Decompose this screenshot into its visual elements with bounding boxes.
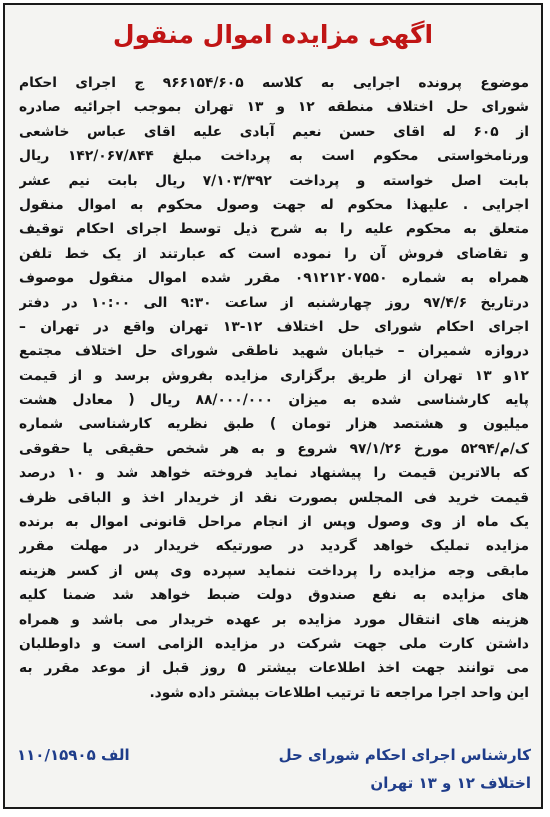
body-line: همراه به شماره ۰۹۱۲۱۲۰۷۵۵۰ مقرر شده اموال منقول موصوف	[19, 270, 529, 287]
ad-frame	[3, 3, 543, 809]
body-line: دروازه شمیران – خیابان شهید ناطقی شورای حل اختلاف مجتمع	[19, 343, 529, 360]
reference-number: ۱۱۰/۱۵۹۰۵ الف	[17, 746, 130, 764]
body-line: مزایده تملیک خواهد گردید در صورتیکه خریدار در مهلت مقرر	[19, 538, 529, 555]
body-line: یک ماه از وی وصول وپس از انجام مراحل قانونی اموال به برنده	[19, 514, 529, 531]
ad-body-text	[19, 71, 529, 705]
body-line: متعلق به محکوم علیه را به شرح ذیل توسط اجرای احکام توقیف	[19, 221, 529, 238]
body-line: و تقاضای فروش آن را نموده است که عبارتند از یک خط تلفن	[19, 245, 529, 262]
body-line: قیمت خرید فی المجلس بصورت نقد از خریدار اخذ و الباقی ظرف	[19, 489, 529, 506]
body-line: شورای حل اختلاف منطقه ۱۲ و ۱۳ تهران بموجب اجرائیه صادره	[19, 99, 529, 116]
body-line: اجرایی . علیهذا محکوم له جهت وصول محکوم به اموال منقول	[19, 196, 529, 213]
signature-line-1: کارشناس اجرای احکام شورای حل	[278, 746, 531, 764]
ad-title: اگهی مزایده اموال منقول	[112, 20, 434, 49]
ad-footer	[17, 741, 531, 801]
body-line: مابقی وجه مزایده را پرداخت ننماید سپرده وی پس از کسر هزینه	[19, 562, 529, 579]
body-line: درتاریخ ۹۷/۴/۶ روز چهارشنبه از ساعت ۹:۳۰ الی ۱۰:۰۰ در دفتر	[19, 294, 529, 311]
body-line: ک/م/۵۲۹۴ مورخ ۹۷/۱/۲۶ شروع و به هر شخص حقیقی یا حقوقی	[19, 440, 529, 457]
signature-line-2: اختلاف ۱۲ و ۱۳ تهران	[370, 774, 531, 792]
body-line: اجرای احکام شورای حل اختلاف ۱۲-۱۳ تهران واقع در تهران –	[19, 318, 529, 335]
body-line: هزینه های انتقال مورد مزایده بر عهده خریدار می باشد و همراه	[19, 611, 529, 628]
signature-block	[211, 741, 531, 797]
body-line: می توانند جهت اخذ اطلاعات بیشتر ۵ روز قبل از موعد مقرر به	[19, 660, 529, 677]
body-line: بابت اصل خواسته و پرداخت ۷/۱۰۳/۳۹۲ ریال بابت نیم عشر	[19, 172, 529, 189]
body-line: های مزایده به نفع صندوق دولت ضبط خواهد شد ضمنا کلیه	[19, 587, 529, 604]
body-line: داشتن کارت ملی جهت شرکت در مزایده الزامی است و داوطلبان	[19, 635, 529, 652]
body-line: موضوع پرونده اجرایی به کلاسه ۹۶۶۱۵۴/۶۰۵ ج اجرای احکام	[19, 75, 529, 91]
body-line: میلیون و هشتصد هزار تومان ) طبق نظریه کارشناسی شماره	[19, 416, 529, 433]
body-line: از ۶۰۵ له اقای حسن نعیم آبادی علیه اقای عباس خاشعی	[19, 123, 529, 140]
body-line: ورنامخواستی محکوم است به پرداخت مبلغ ۱۴۲/۰۶۷/۸۴۴ ریال	[19, 148, 529, 165]
body-line: که بالاترین قیمت را پیشنهاد نماید فروخته خواهد شد و ۱۰ درصد	[19, 465, 529, 482]
body-line: ۱۲و ۱۳ تهران از طریق برگزاری مزایده بفروش برسد و از قیمت	[19, 367, 529, 384]
body-line: پایه کارشناسی شده به میزان ۸۸/۰۰۰/۰۰۰ ریال ( معادل هشت	[19, 392, 529, 409]
body-line: این واحد اجرا مراجعه تا ترتیب اطلاعات بیشتر داده شود.	[149, 684, 529, 701]
